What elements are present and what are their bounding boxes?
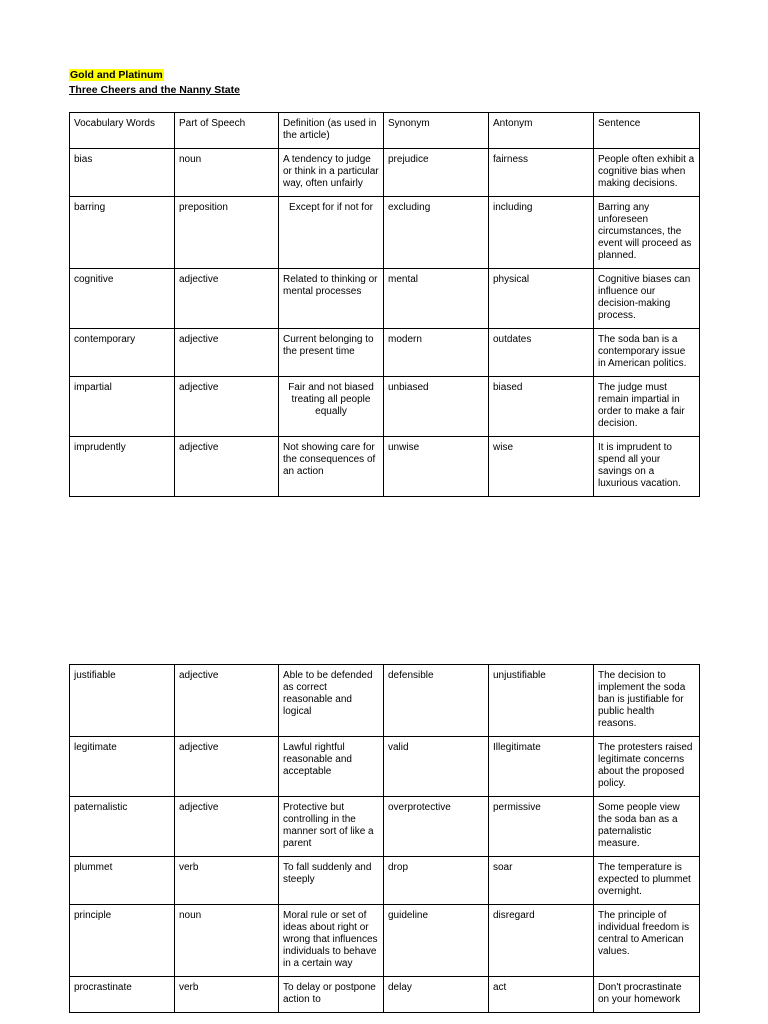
- table-row: [70, 149, 700, 197]
- part-of-speech-cell: adjective: [175, 665, 279, 737]
- sentence-cell: Barring any unforeseen circumstances, the event will proceed as planned.: [594, 197, 700, 269]
- sentence-cell: The temperature is expected to plummet overnight.: [594, 857, 700, 905]
- antonym-cell: outdates: [489, 329, 594, 377]
- definition-cell: Not showing care for the consequences of an action: [279, 437, 384, 497]
- part-of-speech-cell: noun: [175, 905, 279, 977]
- vocabulary-table-2-body: [70, 665, 700, 1013]
- word-cell: contemporary: [70, 329, 175, 377]
- header-definition-cell: Definition (as used in the article): [279, 113, 384, 149]
- synonym-cell: mental: [384, 269, 489, 329]
- word-cell: legitimate: [70, 737, 175, 797]
- vocabulary-table-1: [69, 112, 700, 497]
- antonym-cell: unjustifiable: [489, 665, 594, 737]
- antonym-cell: disregard: [489, 905, 594, 977]
- definition-cell: Except for if not for: [279, 197, 384, 269]
- vocabulary-table-1-body: [70, 113, 700, 497]
- word-cell: principle: [70, 905, 175, 977]
- part-of-speech-cell: verb: [175, 857, 279, 905]
- sentence-cell: The judge must remain impartial in order to make a fair decision.: [594, 377, 700, 437]
- part-of-speech-cell: verb: [175, 977, 279, 1013]
- vocabulary-table-2: [69, 664, 700, 1013]
- word-cell: imprudently: [70, 437, 175, 497]
- synonym-cell: drop: [384, 857, 489, 905]
- sentence-cell: The soda ban is a contemporary issue in American politics.: [594, 329, 700, 377]
- document-subtitle: Three Cheers and the Nanny State: [69, 84, 240, 96]
- antonym-cell: Illegitimate: [489, 737, 594, 797]
- sentence-cell: The protesters raised legitimate concerns about the proposed policy.: [594, 737, 700, 797]
- definition-cell: To fall suddenly and steeply: [279, 857, 384, 905]
- synonym-cell: defensible: [384, 665, 489, 737]
- word-cell: paternalistic: [70, 797, 175, 857]
- synonym-cell: overprotective: [384, 797, 489, 857]
- document-title: Gold and Platinum: [70, 69, 163, 81]
- definition-cell: A tendency to judge or think in a particular way, often unfairly: [279, 149, 384, 197]
- part-of-speech-cell: noun: [175, 149, 279, 197]
- antonym-cell: wise: [489, 437, 594, 497]
- part-of-speech-cell: adjective: [175, 269, 279, 329]
- antonym-cell: biased: [489, 377, 594, 437]
- part-of-speech-cell: adjective: [175, 437, 279, 497]
- definition-cell: Lawful rightful reasonable and acceptable: [279, 737, 384, 797]
- synonym-cell: valid: [384, 737, 489, 797]
- sentence-cell: Cognitive biases can influence our decision-making process.: [594, 269, 700, 329]
- definition-cell: To delay or postpone action to: [279, 977, 384, 1013]
- table-row: [70, 269, 700, 329]
- definition-cell: Protective but controlling in the manner sort of like a parent: [279, 797, 384, 857]
- sentence-cell: People often exhibit a cognitive bias when making decisions.: [594, 149, 700, 197]
- synonym-cell: delay: [384, 977, 489, 1013]
- header-synonym-cell: Synonym: [384, 113, 489, 149]
- header-sentence-cell: Sentence: [594, 113, 700, 149]
- definition-cell: Current belonging to the present time: [279, 329, 384, 377]
- sentence-cell: The decision to implement the soda ban is justifiable for public health reasons.: [594, 665, 700, 737]
- word-cell: bias: [70, 149, 175, 197]
- sentence-cell: It is imprudent to spend all your savings on a luxurious vacation.: [594, 437, 700, 497]
- table-row: [70, 857, 700, 905]
- table-row: [70, 437, 700, 497]
- antonym-cell: permissive: [489, 797, 594, 857]
- part-of-speech-cell: adjective: [175, 377, 279, 437]
- word-cell: procrastinate: [70, 977, 175, 1013]
- synonym-cell: prejudice: [384, 149, 489, 197]
- table-row: [70, 737, 700, 797]
- antonym-cell: physical: [489, 269, 594, 329]
- part-of-speech-cell: preposition: [175, 197, 279, 269]
- part-of-speech-cell: adjective: [175, 737, 279, 797]
- table-row: [70, 797, 700, 857]
- synonym-cell: unwise: [384, 437, 489, 497]
- word-cell: barring: [70, 197, 175, 269]
- antonym-cell: including: [489, 197, 594, 269]
- part-of-speech-cell: adjective: [175, 797, 279, 857]
- definition-cell: Related to thinking or mental processes: [279, 269, 384, 329]
- definition-cell: Able to be defended as correct reasonable and logical: [279, 665, 384, 737]
- word-cell: plummet: [70, 857, 175, 905]
- word-cell: cognitive: [70, 269, 175, 329]
- sentence-cell: Don't procrastinate on your homework: [594, 977, 700, 1013]
- header-part-of-speech-cell: Part of Speech: [175, 113, 279, 149]
- word-cell: impartial: [70, 377, 175, 437]
- header-word-cell: Vocabulary Words: [70, 113, 175, 149]
- table-row: [70, 377, 700, 437]
- synonym-cell: excluding: [384, 197, 489, 269]
- table-row: [70, 905, 700, 977]
- word-cell: justifiable: [70, 665, 175, 737]
- table-row: [70, 665, 700, 737]
- sentence-cell: The principle of individual freedom is central to American values.: [594, 905, 700, 977]
- antonym-cell: fairness: [489, 149, 594, 197]
- table-row: [70, 977, 700, 1013]
- antonym-cell: soar: [489, 857, 594, 905]
- synonym-cell: modern: [384, 329, 489, 377]
- definition-cell: Moral rule or set of ideas about right or wrong that influences individuals to behave in a certain way: [279, 905, 384, 977]
- synonym-cell: unbiased: [384, 377, 489, 437]
- header-antonym-cell: Antonym: [489, 113, 594, 149]
- table-row: [70, 329, 700, 377]
- antonym-cell: act: [489, 977, 594, 1013]
- table-header-row: [70, 113, 700, 149]
- synonym-cell: guideline: [384, 905, 489, 977]
- definition-cell: Fair and not biased treating all people equally: [279, 377, 384, 437]
- part-of-speech-cell: adjective: [175, 329, 279, 377]
- table-row: [70, 197, 700, 269]
- sentence-cell: Some people view the soda ban as a paternalistic measure.: [594, 797, 700, 857]
